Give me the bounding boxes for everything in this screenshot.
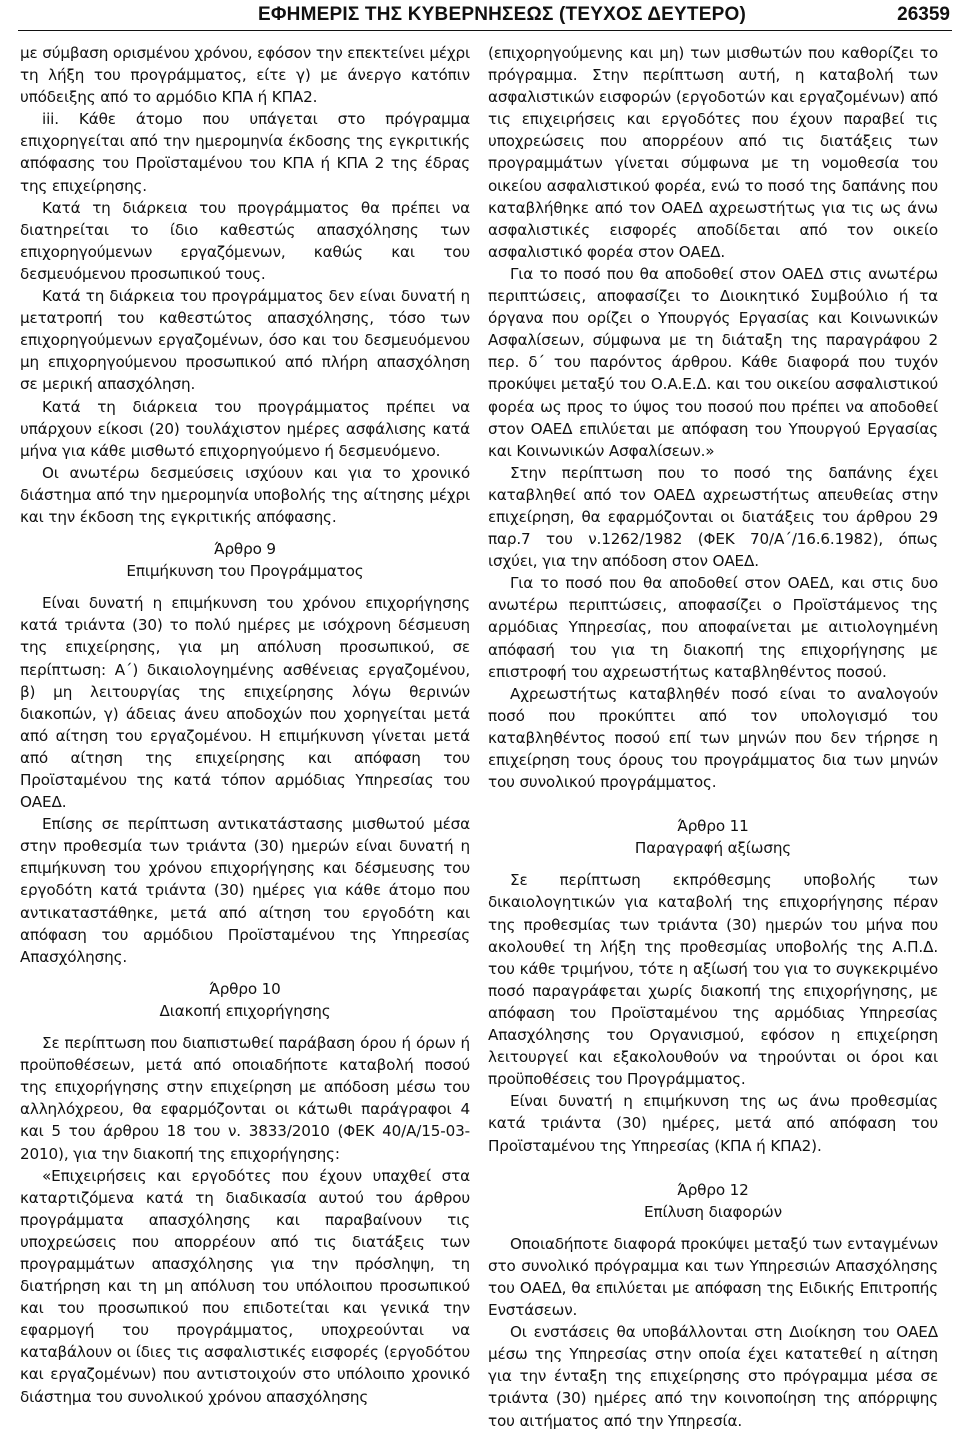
paragraph: Κατά τη διάρκεια του προγράμματος δεν είναι δυνατή η μετατροπή του καθεστώτος απασχόλησης, τόσο των επιχορηγούμενων εργαζομένων, όσο και του δεσμευόμενου μη επιχορηγούμενου προσωπικού από πλήρη απασχόληση σε μερική απασχόληση. [20,287,470,394]
article-10-subtitle: Διακοπή επιχορήγησης [159,1001,331,1020]
paragraph: Για το ποσό που θα αποδοθεί στον ΟΑΕΔ, και στις δυο ανωτέρω περιπτώσεις, αποφασίζει ο Προϊστάμενος της αρμόδιας Υπηρεσίας, που αποφαίνεται με αιτιολογημένη απόφασή του για τη διακοπή της επιχορήγησης με επιστροφή του αχρεωστήτως καταβληθέντος ποσού. [488,574,938,681]
gazette-title: ΕΦΗΜΕΡΙΣ ΤΗΣ ΚΥΒΕΡΝΗΣΕΩΣ (ΤΕΥΧΟΣ ΔΕΥΤΕΡΟ) [258,4,746,25]
paragraph: Σε περίπτωση που διαπιστωθεί παράβαση όρου ή όρων ή προϋποθέσεων, μετά από οποιαδήποτε καταβολή ποσού της επιχορήγησης στην επιχείρηση με απόδοση μέσω του αλληλόχρεου, θα εφαρμόζονται οι κάτωθι παράγραφοι 4 και 5 του άρθρου 18 του ν. 3833/2010 (ΦΕΚ 40/Α/15-03-2010), για την διακοπή της επιχορήγησης: [20,1034,470,1163]
paragraph: Κατά τη διάρκεια του προγράμματος θα πρέπει να διατηρείται το ίδιο καθεστώς απασχόλησης των επιχορηγούμενων εργαζόμενων, καθώς και του δεσμευόμενου προσωπικού τους. [20,198,470,283]
paragraph: Για το ποσό που θα αποδοθεί στον ΟΑΕΔ στις ανωτέρω περιπτώσεις, αποφασίζει το Διοικητικό Συμβούλιο ή τα όργανα που ορίζει ο Υπουργός Εργασίας και Κοινωνικών Ασφαλίσεων, σύμφωνα με τη διάταξη της παραγράφου 2 περ. δ΄ του παρόντος άρθρου. Κάθε διαφορά που τυχόν προκύψει μεταξύ του Ο.Α.Ε.Δ. και του οικείου ασφαλιστικού φορέα ως προς το ύψος του ποσού που πρέπει να αποδοθεί στον ΟΑΕΔ επιλύεται με απόφαση του Υπουργού Εργασίας και Κοινωνικών Ασφαλίσεων.» [488,264,938,460]
article-9-subtitle: Επιμήκυνση του Προγράμματος [126,562,364,581]
article-11-title: Άρθρο 11 [677,817,749,836]
paragraph: «Επιχειρήσεις και εργοδότες που έχουν υπαχθεί στα καταρτιζόμενα κατά τη διαδικασία αυτού του άρθρου προγράμματα απασχόλησης και παραβαίνουν τις υποχρεώσεις που απορρέουν από τις διατάξεις των προγραμμάτων απασχόλησης για την πρόσληψη, τη διατήρηση και τη μη απόλυση του υπόλοιπου προσωπικού και του προσωπικού που επιδοτείται και γενικά την εφαρμογή του προγράμματος, υποχρεούνται να καταβάλουν οι ίδιες τις ασφαλιστικές εισφορές (εργοδότου και εργαζομένων) που αντιστοιχούν στο υπόλοιπο χρονικό διάστημα του συνολικού χρόνου απασχόλησης [20,1166,470,1406]
article-9-title: Άρθρο 9 [214,540,276,559]
paragraph: Σε περίπτωση εκπρόθεσμης υποβολής των δικαιολογητικών για καταβολή της επιχορήγησης πέραν της προθεσμίας των τριάντα (30) ημερών του μήνα που ακολουθεί τη λήξη της προθεσμίας υποβολής της Α.Π.Δ. του κάθε τριμήνου, τότε η αξίωσή του για το συγκεκριμένο ποσό παραγράφεται χωρίς διακοπή της επιχορήγησης, με απόφαση του Προϊσταμένου της αρμόδιας Υπηρεσίας Απασχόλησης του Οργανισμού, εφόσον η επιχείρηση λειτουργεί και εξακολουθούν να τηρούνται οι όροι και προϋποθέσεις του Προγράμματος. [488,871,938,1089]
paragraph: Οποιαδήποτε διαφορά προκύψει μεταξύ των ενταγμένων στο συνολικό πρόγραμμα και των Υπηρεσιών Απασχόλησης του ΟΑΕΔ, θα επιλύεται με απόφαση της Ειδικής Επιτροπής Ενστάσεων. [488,1234,938,1320]
page-number: 26359 [897,4,950,25]
article-10-title: Άρθρο 10 [209,979,281,998]
paragraph: (επιχορηγούμενης και μη) των μισθωτών που καθορίζει το πρόγραμμα. Στην περίπτωση αυτή, η καταβολή των ασφαλιστικών εισφορών (εργοδοτών και εργαζομένων) από τις επιχειρήσεις και εργοδότες που έχουν παραβεί τις υποχρεώσεις που απορρέουν από τις διατάξεις των προγραμμάτων γίνεται σύμφωνα με τη νομοθεσία του οικείου ασφαλιστικού φορέα, ενώ το ποσό της δαπάνης που καταβλήθηκε από τον ΟΑΕΔ αχρεωστήτως για τις ως άνω ασφαλιστικές εισφορές αποδίδεται από τον οικείο ασφαλιστικό φορέα στον ΟΑΕΔ. [488,44,938,261]
paragraph: Οι ενστάσεις θα υποβάλλονται στη Διοίκηση του ΟΑΕΔ μέσω της Υπηρεσίας στην οποία έχει κατατεθεί η αίτηση για την ένταξη της επιχείρησης στο πρόγραμμα μέσα σε τριάντα (30) ημέρες από την κοινοποίηση της απόρριψης του αιτήματος από την Υπηρεσία. [488,1323,938,1430]
paragraph: Στην περίπτωση που το ποσό της δαπάνης έχει καταβληθεί από τον ΟΑΕΔ αχρεωστήτως απευθείας στην επιχείρηση, θα εφαρμόζονται οι διατάξεις του άρθρου 29 παρ.7 του ν.1262/1982 (ΦΕΚ 70/Α΄/16.6.1982), όπως ισχύει, για την απόδοση στον ΟΑΕΔ. [488,463,938,571]
article-12-title: Άρθρο 12 [677,1180,749,1199]
paragraph: Είναι δυνατή η επιμήκυνση του χρόνου επιχορήγησης κατά τριάντα (30) το πολύ ημέρες με ισόχρονη δέσμευση της επιχείρησης, για μη απόλυση προσωπικού, σε περίπτωση: Α΄) δικαιολογημένης ασθένειας εργαζομένου, β) μη λειτουργίας της επιχείρησης λόγω θερινών διακοπών, γ) άδειας άνευ αποδοχών που χορηγείται μετά από αίτηση του εργαζομένου. Η επιμήκυνση γίνεται μετά από αίτηση της επιχείρησης και απόφαση του Προϊσταμένου της κατά τόπον αρμόδιας Υπηρεσίας του ΟΑΕΔ. [20,594,470,812]
paragraph: Οι ανωτέρω δεσμεύσεις ισχύουν και για το χρονικό διάστημα από την ημερομηνία υποβολής της αίτησης μέχρι και την έκδοση της εγκριτικής απόφασης. [20,463,470,526]
paragraph: iii. Κάθε άτομο που υπάγεται στο πρόγραμμα επιχορηγείται από την ημερομηνία έκδοσης της εγκριτικής απόφασης του Προϊσταμένου του ΚΠΑ ή ΚΠΑ 2 της έδρας της επιχείρησης. [20,110,470,195]
right-column [488,42,938,1432]
paragraph: Κατά τη διάρκεια του προγράμματος πρέπει να υπάρχουν είκοσι (20) τουλάχιστον ημέρες ασφάλισης κατά μήνα για κάθε μισθωτό επιχορηγούμενο ή δεσμευόμενο. [20,397,470,460]
paragraph: με σύμβαση ορισμένου χρόνου, εφόσον την επεκτείνει μέχρι τη λήξη του προγράμματος, είτε γ) με άνεργο κατόπιν υπόδειξης από το αρμόδιο ΚΠΑ ή ΚΠΑ2. [20,44,470,107]
article-11-subtitle: Παραγραφή αξίωσης [634,839,792,858]
paragraph: Αχρεωστήτως καταβληθέν ποσό είναι το αναλογούν ποσό που προκύπτει από τον υπολογισμό του καταβληθέντος ποσού επί των μηνών που δεν τήρησε η επιχείρηση τους όρους του προγράμματος δια των μηνών του συνολικού προγράμματος. [488,684,938,792]
paragraph: Επίσης σε περίπτωση αντικατάστασης μισθωτού μέσα στην προθεσμία των τριάντα (30) ημερών είναι δυνατή η επιμήκυνση του χρόνου επιχορήγησης και δέσμευσης του εργοδότη κατά τριάντα (30) ημέρες για κάθε άτομο που αντικαταστάθηκε, μετά από αίτηση του εργοδότη και απόφαση του αρμόδιου Προϊσταμένου της Υπηρεσίας Απασχόλησης. [20,815,470,966]
paragraph: Είναι δυνατή η επιμήκυνση της ως άνω προθεσμίας κατά τριάντα (30) ημέρες, μετά από απόφαση του Προϊσταμένου της Υπηρεσίας (ΚΠΑ ή ΚΠΑ2). [488,1092,938,1155]
page-header [18,4,952,31]
article-12-subtitle: Επίλυση διαφορών [644,1202,782,1221]
left-column [20,42,470,1408]
